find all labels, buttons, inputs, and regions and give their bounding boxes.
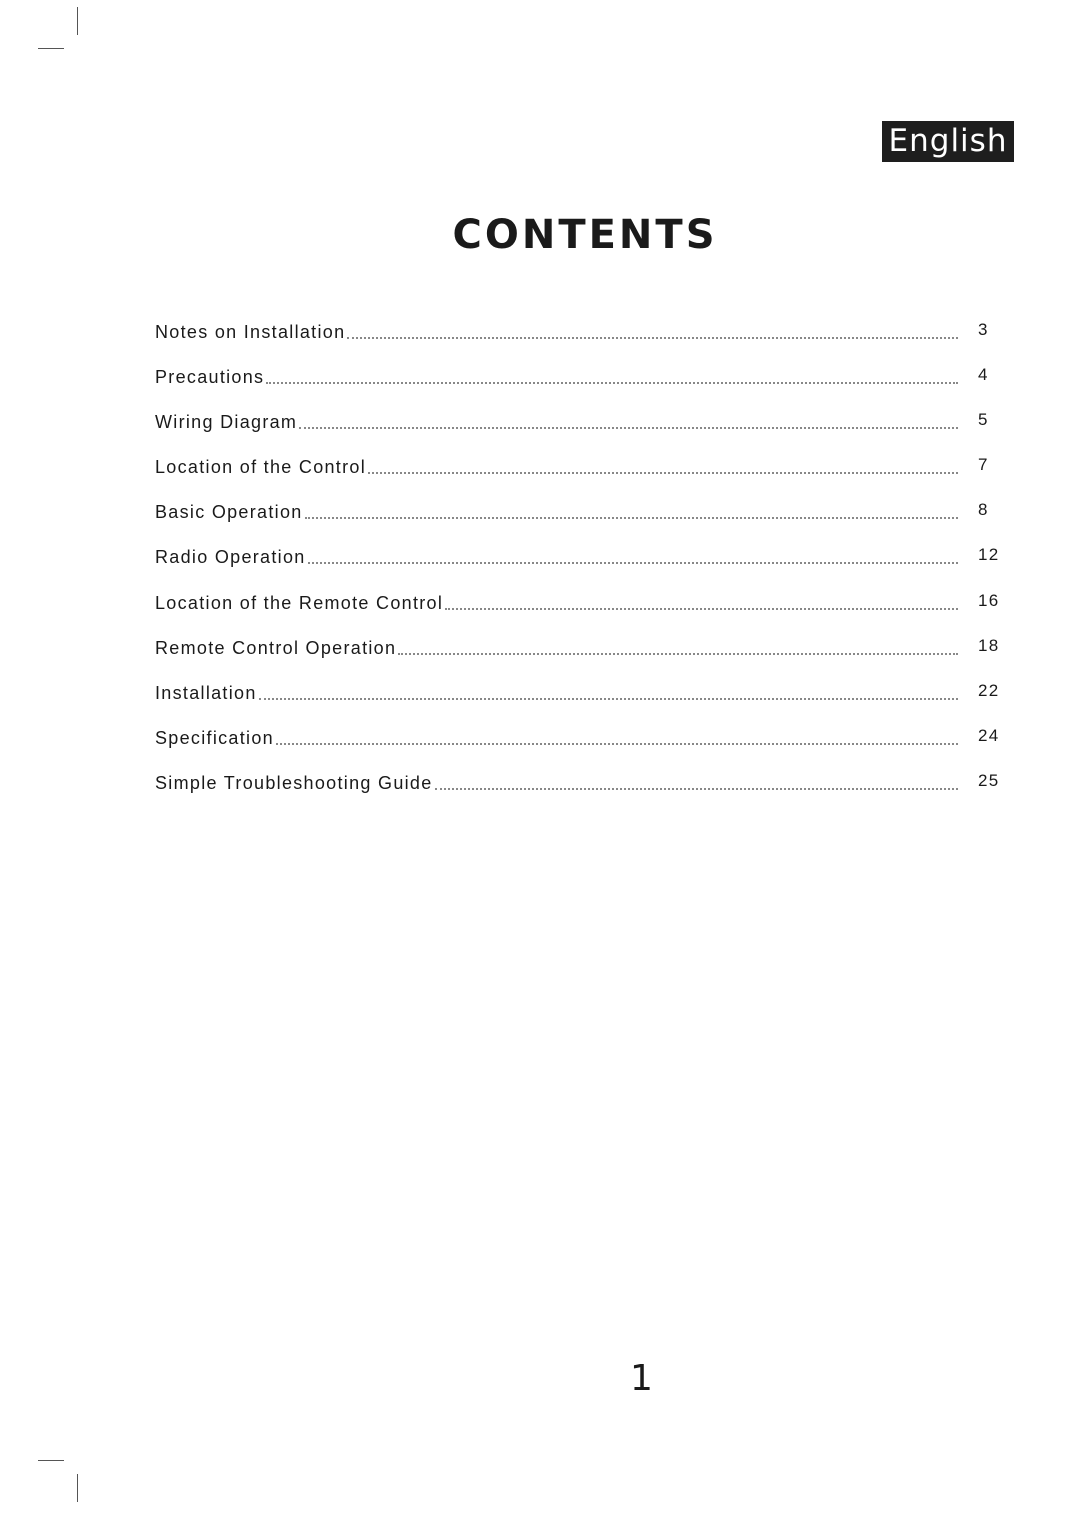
toc-row — [155, 449, 1005, 494]
toc-entry-label: Precautions — [155, 367, 265, 388]
crop-mark-bottom-vertical — [77, 1474, 78, 1502]
dot-leader — [305, 515, 958, 519]
table-of-contents — [155, 314, 1005, 810]
dot-leader — [347, 335, 958, 339]
dot-leader — [308, 560, 958, 564]
toc-entry-label: Installation — [155, 682, 257, 703]
toc-page-number: 7 — [978, 455, 989, 475]
toc-entry-label: Radio Operation — [155, 547, 306, 568]
toc-row — [155, 765, 1005, 810]
dot-leader — [368, 470, 958, 474]
toc-page-number: 18 — [978, 635, 1000, 655]
language-badge: English — [882, 121, 1014, 162]
toc-row — [155, 539, 1005, 584]
dot-leader — [266, 380, 958, 384]
crop-mark-bottom-horizontal — [38, 1460, 64, 1461]
dot-leader — [276, 741, 958, 745]
dot-leader — [259, 696, 958, 700]
toc-entry-label: Location of the Control — [155, 457, 367, 478]
crop-mark-top-vertical — [77, 7, 78, 35]
page-number: 1 — [630, 1358, 653, 1399]
dot-leader — [299, 425, 958, 429]
toc-page-number: 8 — [978, 500, 989, 520]
dot-leader — [435, 786, 958, 790]
dot-leader — [398, 651, 958, 655]
toc-page-number: 25 — [978, 770, 1000, 790]
toc-entry-label: Location of the Remote Control — [155, 592, 444, 613]
toc-page-number: 5 — [978, 410, 989, 430]
toc-page-number: 16 — [978, 590, 1000, 610]
toc-page-number: 4 — [978, 365, 989, 385]
toc-entry-label: Notes on Installation — [155, 322, 346, 342]
toc-page-number: 24 — [978, 725, 1000, 745]
toc-page-number: 12 — [978, 545, 1000, 565]
toc-row — [155, 630, 1005, 675]
toc-entry-label: Wiring Diagram — [155, 412, 298, 433]
dot-leader — [445, 606, 958, 610]
toc-page-number: 22 — [978, 680, 1000, 700]
toc-row — [155, 404, 1005, 449]
toc-row — [155, 359, 1005, 404]
toc-row — [155, 314, 1005, 359]
toc-page-number: 3 — [978, 320, 989, 339]
page-title: CONTENTS — [452, 212, 718, 258]
toc-entry-label: Simple Troubleshooting Guide — [155, 772, 433, 793]
toc-row — [155, 585, 1005, 630]
toc-entry-label: Remote Control Operation — [155, 637, 397, 658]
toc-entry-label: Specification — [155, 727, 274, 748]
toc-row — [155, 675, 1005, 720]
crop-mark-top-horizontal — [38, 48, 64, 49]
toc-row — [155, 720, 1005, 765]
toc-row — [155, 494, 1005, 539]
toc-entry-label: Basic Operation — [155, 502, 303, 523]
